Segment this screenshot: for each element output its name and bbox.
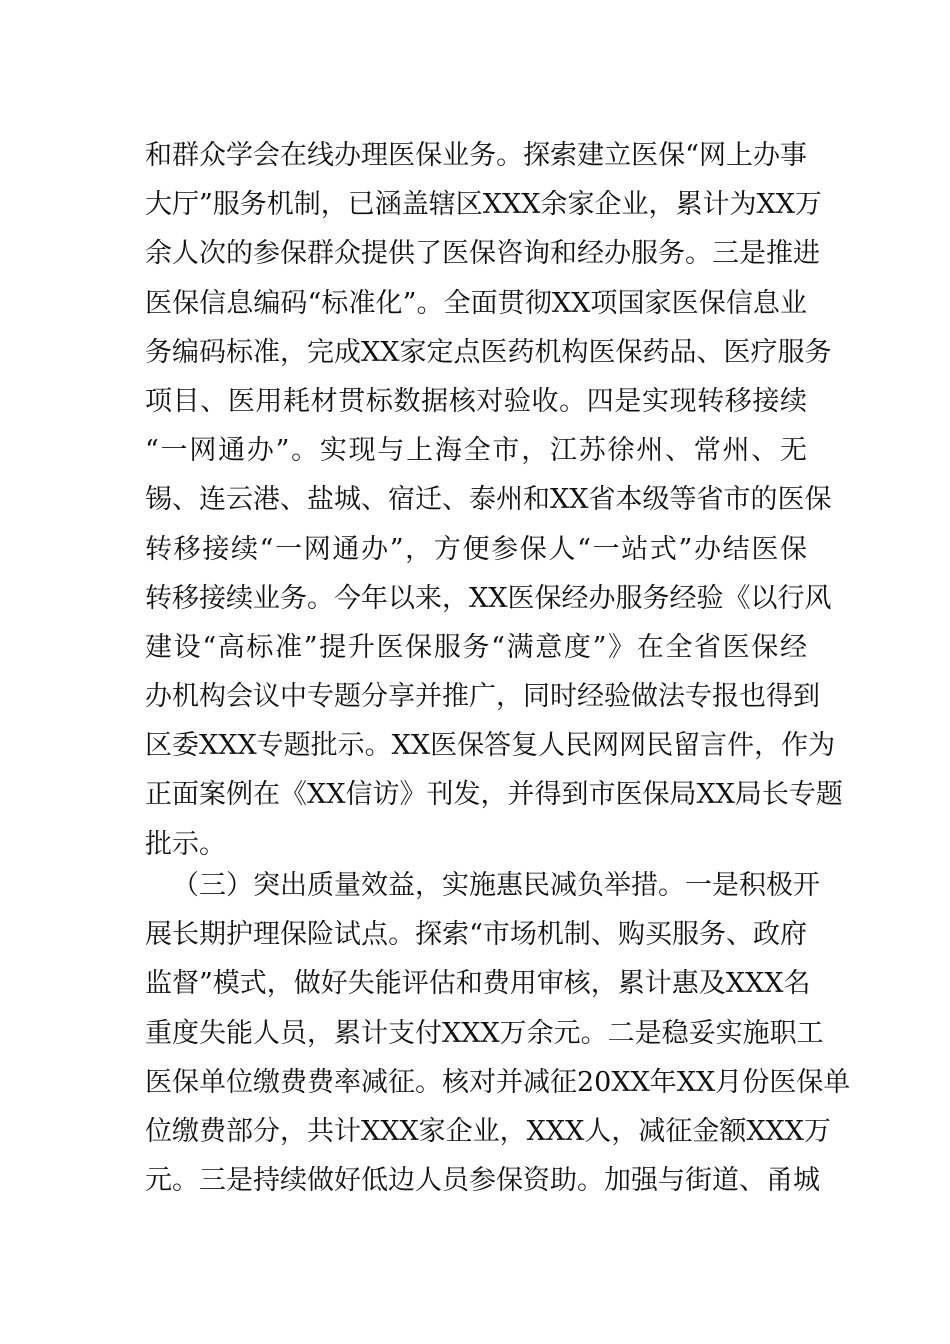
paragraph-1-line: 锡、连云港、盐城、宿迁、泰州和XX省本级等省市的医保: [145, 484, 832, 516]
paragraph-1-line: “一网通办”。实现与上海全市，江苏徐州、常州、无: [145, 435, 807, 467]
paragraph-1-line: 正面案例在《XX信访》刊发，并得到市医保局XX局长专题: [145, 779, 843, 811]
paragraph-1-line: 项目、医用耗材贯标数据核对验收。四是实现转移接续: [145, 385, 807, 417]
paragraph-1-line: 区委XXX专题批示。XX医保答复人民网网民留言件，作为: [145, 730, 836, 762]
paragraph-1-line: 余人次的参保群众提供了医保咨询和经办服务。三是推进: [145, 238, 820, 270]
paragraph-1-line: 建设“高标准”提升医保服务“满意度”》在全省医保经: [145, 631, 807, 663]
paragraph-2-line: 展长期护理保险试点。探索“市场机制、购买服务、政府: [145, 919, 807, 951]
paragraph-1-line: 医保信息编码“标准化”。全面贯彻XX项国家医保信息业: [145, 287, 807, 319]
paragraph-1-line: 转移接续业务。今年以来，XX医保经办服务经验《以行风: [145, 582, 832, 614]
paragraph-2-line: 监督”模式，做好失能评估和费用审核，累计惠及XXX名: [145, 968, 811, 1000]
paragraph-2-line: 元。三是持续做好低边人员参保资助。加强与街道、甬城: [145, 1165, 820, 1197]
paragraph-1-line: 务编码标准，完成XX家定点医药机构医保药品、医疗服务: [145, 336, 832, 368]
paragraph-2-line: （三）突出质量效益，实施惠民减负举措。一是积极开: [172, 870, 820, 901]
paragraph-2-line: 位缴费部分，共计XXX家企业，XXX人，减征金额XXX万: [145, 1115, 831, 1147]
paragraph-1-line: 和群众学会在线办理医保业务。探索建立医保“网上办事: [145, 140, 807, 171]
paragraph-1-line: 转移接续“一网通办”，方便参保人“一站式”办结医保: [145, 533, 807, 565]
paragraph-1-line: 办机构会议中专题分享并推广，同时经验做法专报也得到: [145, 681, 820, 713]
paragraph-1-line: 批示。: [145, 828, 226, 860]
paragraph-2-line: 重度失能人员，累计支付XXX万余元。二是稳妥实施职工: [145, 1017, 824, 1049]
paragraph-2-line: 医保单位缴费费率减征。核对并减征20XX年XX月份医保单: [145, 1066, 851, 1098]
paragraph-2: [145, 861, 851, 1205]
paragraph-1-line: 大厅”服务机制，已涵盖辖区XXX余家企业，累计为XX万: [145, 189, 822, 221]
paragraph-1: [145, 131, 843, 869]
